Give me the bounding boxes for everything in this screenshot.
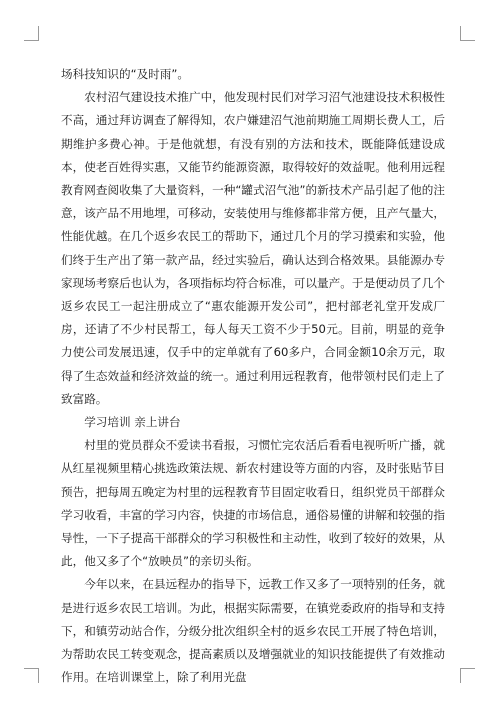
crop-mark-top-right <box>460 26 475 41</box>
document-body <box>61 63 445 689</box>
paragraph-biogas-technology: 农村沼气建设技术推广中，他发现村民们对学习沼气池建设技术积极性不高，通过拜访调查了解得知，农户嫌建沼气池前期施工周期长费人工，后期维护多费心神。于是他就想，有没有别的方法和技术，既能降低建设成本，使老百姓得实惠，又能节约能源资源，取得较好的效益呢。他利用远程教育网查阅收集了大量资料，一种“罐式沼气池”的新技术产品引起了他的注意，该产品不用地埋，可移动，安装使用与维修都非常方便，且产气量大，性能优越。在几个返乡农民工的帮助下，通过几个月的学习摸索和实验，他们终于生产出了第一款产品，经过实验后，确认达到合格效果。县能源办专家现场考察后也认为，各项指标均符合标准，可以量产。于是便动员了几个返乡农民工一起注册成立了“惠农能源开发公司”，把村部老礼堂开发成厂房，还请了不少村民帮工，每人每天工资不少于50元。目前，明显的竞争力使公司发展迅速，仅手中的定单就有了60多户，合同金额10余万元，取得了生态效益和经济效益的统一。通过利用远程教育，他带领村民们走上了致富路。 <box>61 90 445 406</box>
section-heading-training: 学习培训 亲上讲台 <box>84 415 181 430</box>
crop-mark-bottom-left <box>24 668 39 683</box>
paragraph-continuation: 场科技知识的“及时雨”。 <box>61 67 189 81</box>
crop-mark-bottom-right <box>460 668 475 683</box>
paragraph-remote-education: 村里的党员群众不爱读书看报，习惯忙完农活后看看电视听听广播，就从红星视频里精心挑选政策法规、新农村建设等方面的内容，及时张贴节目预告，把每周五晚定为村里的远程教育节目固定收看日，组织党员干部群众学习收看，丰富的学习内容，快捷的市场信息，通俗易懂的讲解和较强的指导性，一下子提高干部群众的学习积极性和主动性，收到了较好的效果，从此，他又多了个“放映员”的亲切头衔。 <box>61 438 445 569</box>
crop-mark-top-left <box>24 26 39 41</box>
paragraph-migrant-worker-training: 今年以来，在县远程办的指导下，远教工作又多了一项特别的任务，就是进行返乡农民工培训。为此，根据实际需要，在镇党委政府的指导和支持下，和镇劳动站合作，分级分批次组织全村的返乡农民工开展了特色培训，为帮助农民工转变观念，提高素质以及增强就业的知识技能提供了有效推动作用。在培训课堂上，除了利用光盘 <box>61 577 445 685</box>
